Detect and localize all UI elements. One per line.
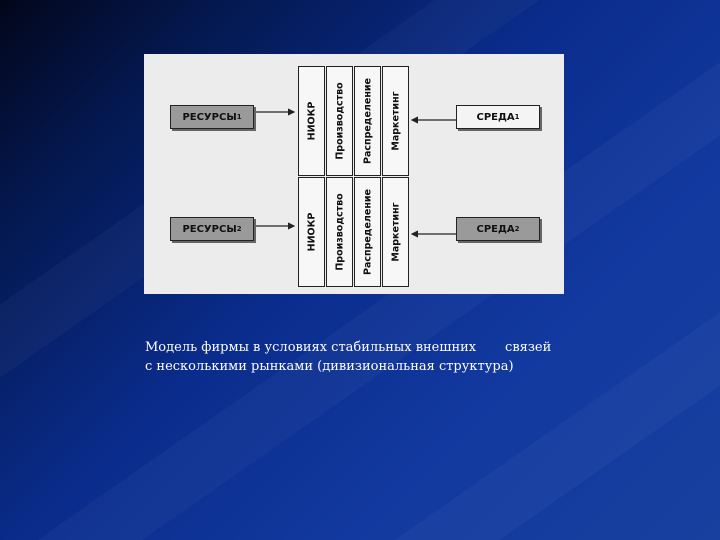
function-column-production xyxy=(326,66,353,176)
function-label: НИОКР xyxy=(306,101,317,141)
function-label: Распределение xyxy=(362,78,373,164)
function-label: Распределение xyxy=(362,189,373,275)
environment-index: 1 xyxy=(514,113,520,121)
resources-box-2 xyxy=(170,217,254,241)
environment-box-1 xyxy=(456,105,540,129)
function-label: Маркетинг xyxy=(390,202,401,262)
function-column-distribution xyxy=(354,66,381,176)
structure-diagram xyxy=(144,54,564,294)
environment-label: СРЕДА xyxy=(476,223,515,235)
resources-box-1 xyxy=(170,105,254,129)
caption-line-2: с несколькими рынками (дивизиональная структура) xyxy=(145,359,514,374)
caption-line-1: Модель фирмы в условиях стабильных внешних связей xyxy=(145,340,552,355)
resources-label: РЕСУРСЫ xyxy=(182,223,237,235)
function-column-rnd xyxy=(298,66,325,176)
function-column-marketing xyxy=(382,177,409,287)
function-column-rnd xyxy=(298,177,325,287)
environment-label: СРЕДА xyxy=(476,111,515,123)
function-label: Производство xyxy=(334,193,345,271)
resources-index: 1 xyxy=(236,113,242,121)
function-label: НИОКР xyxy=(306,212,317,252)
resources-index: 2 xyxy=(236,225,242,233)
function-column-marketing xyxy=(382,66,409,176)
environment-box-2 xyxy=(456,217,540,241)
function-label: Маркетинг xyxy=(390,91,401,151)
environment-index: 2 xyxy=(514,225,520,233)
function-column-distribution xyxy=(354,177,381,287)
figure-caption xyxy=(145,338,565,376)
resources-label: РЕСУРСЫ xyxy=(182,111,237,123)
function-label: Производство xyxy=(334,82,345,160)
function-column-production xyxy=(326,177,353,287)
